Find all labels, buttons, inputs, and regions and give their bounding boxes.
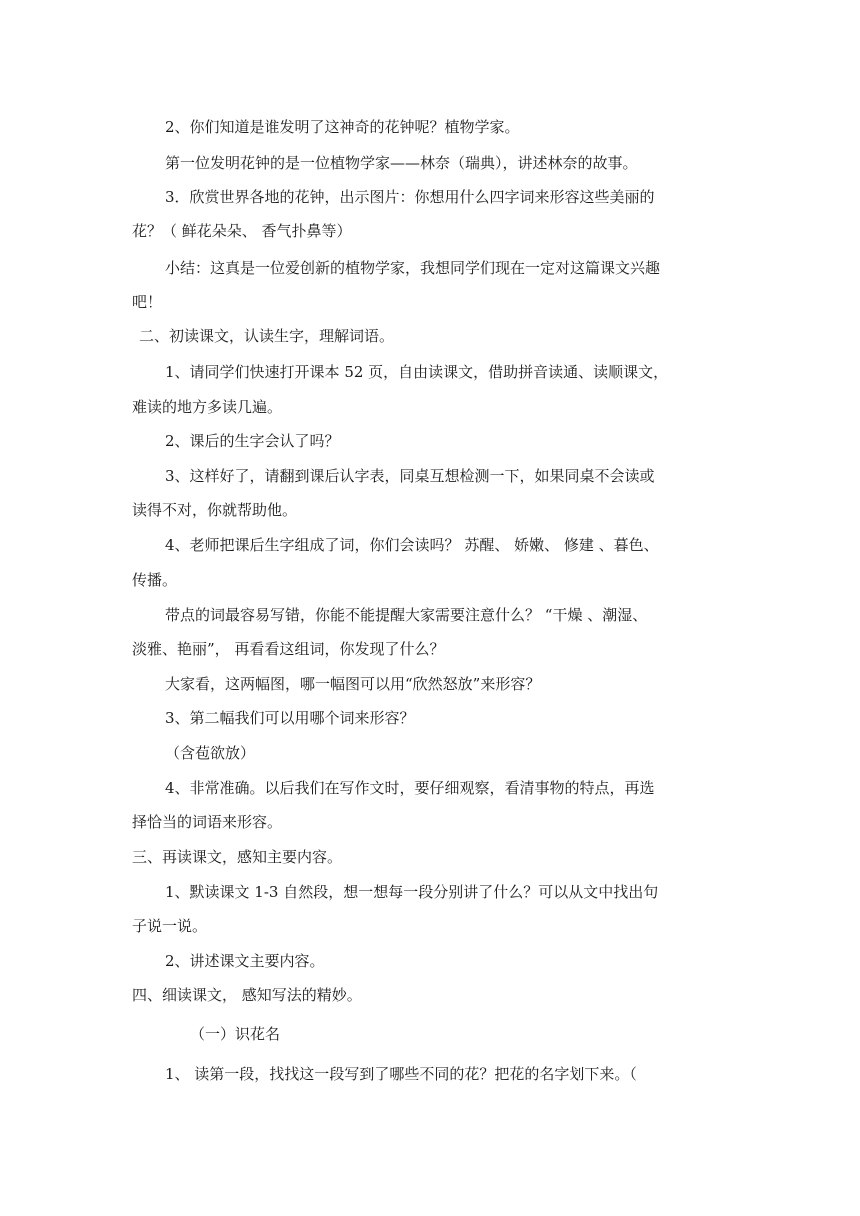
text-line: 1、 读第一段，找找这一段写到了哪些不同的花？把花的名字划下来。（ — [165, 1065, 637, 1083]
subsection-heading: （一）识花名 — [190, 1025, 281, 1043]
text-line: 4、老师把课后生字组成了词，你们会读吗？ 苏醒、 娇嫩、 修建 、暮色、 — [165, 536, 659, 554]
text-line: 择恰当的词语来形容。 — [132, 813, 283, 831]
text-line: 3、第二幅我们可以用哪个词来形容？ — [165, 709, 415, 727]
section-heading: 二、初读课文，认读生字，理解词语。 — [139, 327, 395, 345]
section-heading: 三、再读课文，感知主要内容。 — [132, 848, 343, 866]
text-line: （含苞欲放） — [165, 744, 256, 762]
text-line: 2、讲述课文主要内容。 — [165, 952, 325, 970]
text-line: 淡雅、艳丽”， 再看看这组词，你发现了什么？ — [132, 640, 445, 658]
text-line: 1、请同学们快速打开课本 52 页，自由读课文，借助拼音读通、读顺课文， — [165, 363, 669, 381]
text-line: 2、你们知道是谁发明了这神奇的花钟呢？植物学家。 — [165, 118, 520, 136]
text-line: 大家看，这两幅图，哪一幅图可以用“欣然怒放”来形容？ — [165, 675, 541, 693]
text-line: 吧！ — [132, 293, 163, 311]
text-line: 1、默读课文 1-3 自然段，想一想每一段分别讲了什么？可以从文中找出句 — [165, 883, 659, 901]
text-line: 子说一说。 — [132, 917, 208, 935]
text-line: 小结：这真是一位爱创新的植物学家，我想同学们现在一定对这篇课文兴趣 — [165, 259, 661, 277]
text-line: 4、非常准确。以后我们在写作文时，要仔细观察，看清事物的特点，再选 — [165, 779, 655, 797]
text-line: 3．欣赏世界各地的花钟，出示图片：你想用什么四字词来形容这些美丽的 — [165, 188, 655, 206]
text-line: 3、这样好了，请翻到课后认字表，同桌互想检测一下，如果同桌不会读或 — [165, 467, 655, 485]
text-line: 2、课后的生字会认了吗？ — [165, 432, 340, 450]
text-line: 花？（ 鲜花朵朵、 香气扑鼻等） — [132, 222, 352, 240]
text-line: 读得不对，你就帮助他。 — [132, 501, 298, 519]
text-line: 第一位发明花钟的是一位植物学家——林奈（瑞典），讲述林奈的故事。 — [165, 154, 638, 172]
text-line: 传播。 — [132, 571, 178, 589]
text-line: 难读的地方多读几遍。 — [132, 398, 283, 416]
section-heading: 四、细读课文， 感知写法的精妙。 — [132, 986, 362, 1004]
text-line: 带点的词最容易写错，你能不能提醒大家需要注意什么？ “干燥 、潮湿、 — [165, 606, 648, 624]
